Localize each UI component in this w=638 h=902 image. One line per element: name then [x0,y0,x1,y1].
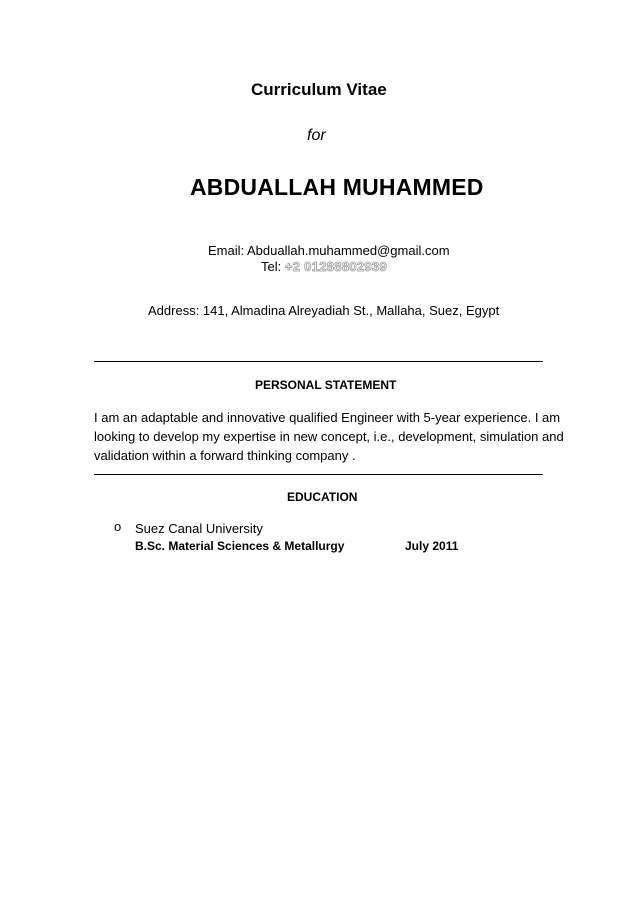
section-divider [94,361,543,362]
address-line: Address: 141, Almadina Alreyadiah St., Mallaha, Suez, Egypt [148,303,500,318]
list-bullet-icon: o [114,519,122,534]
for-text: for [307,127,326,144]
statement-line: I am an adaptable and innovative qualified Engineer with 5-year experience. I am [94,410,561,425]
section-divider [94,474,543,475]
tel-label: Tel: [261,259,285,274]
email-line: Email: Abduallah.muhammed@gmail.com [208,243,450,258]
education-date: July 2011 [405,539,459,553]
education-heading: EDUCATION [287,490,358,504]
personal-statement-heading: PERSONAL STATEMENT [255,378,397,392]
tel-number: +2 01288802939 [284,259,388,274]
personal-statement-body [94,408,564,465]
cv-title: Curriculum Vitae [251,80,387,99]
education-degree: B.Sc. Material Sciences & Metallurgy [135,539,345,553]
candidate-name: ABDUALLAH MUHAMMED [190,174,484,200]
telephone-line [261,259,387,274]
statement-line: validation within a forward thinking company . [94,448,356,463]
statement-line: looking to develop my expertise in new concept, i.e., development, simulation and [94,429,564,444]
education-institution: Suez Canal University [135,521,263,536]
